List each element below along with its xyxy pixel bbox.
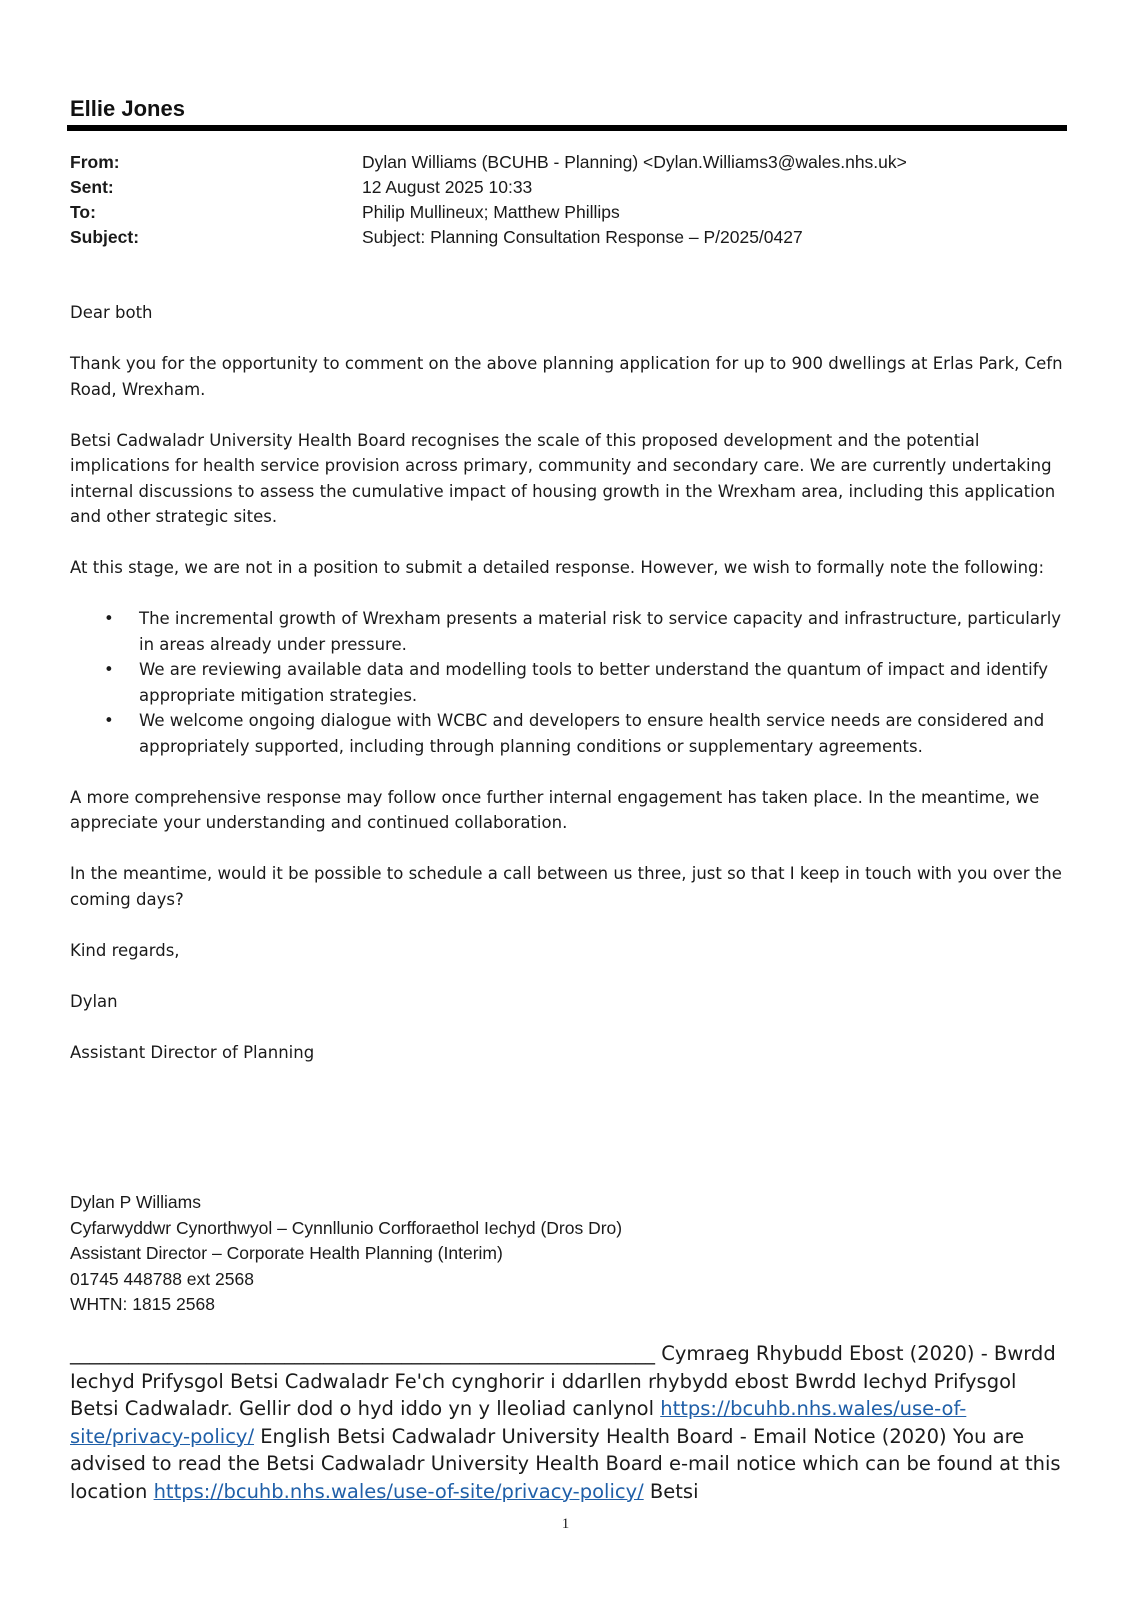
body-paragraph: A more comprehensive response may follow once further internal engagement has taken place. In the meantime, we appreciate your understanding and continued collaboration.: [70, 787, 1040, 832]
sender-first-name: Dylan: [70, 991, 118, 1011]
signature-phone: 01745 448788 ext 2568: [70, 1268, 254, 1289]
signature-block: [70, 1190, 622, 1318]
body-paragraph: Betsi Cadwaladr University Health Board recognises the scale of this proposed development and the potential implications for health service provision across primary, community and secondary care. We are currently undertaking internal discussions to assess the cumulative impact of housing growth in the Wrexham area, including this application and other strategic sites.: [70, 430, 1056, 526]
to-row: [70, 200, 1060, 225]
header-rule: [67, 125, 1067, 131]
subject-value: Subject: Planning Consultation Response – P/2025/0427: [362, 227, 803, 247]
signature-name: Dylan P Williams: [70, 1192, 201, 1212]
bullet-item: • We welcome ongoing dialogue with WCBC and developers to ensure health service needs are considered and appropriately supported, including through planning conditions or supplementary agreements.: [70, 708, 1065, 759]
subject-row: [70, 225, 1060, 250]
from-value: Dylan Williams (BCUHB - Planning) <Dylan.Williams3@wales.nhs.uk>: [362, 152, 907, 172]
signature-welsh-title: Cyfarwyddwr Cynorthwyol – Cynnllunio Corfforaethol Iechyd (Dros Dro): [70, 1217, 623, 1238]
body-paragraph: Thank you for the opportunity to comment on the above planning application for up to 900 dwellings at Erlas Park, Cefn Road, Wrexham.: [70, 354, 1063, 399]
notice-text: Betsi: [643, 1479, 699, 1503]
email-body: [70, 300, 1065, 1091]
email-notice: [70, 1340, 1070, 1505]
notice-text: English Betsi Cadwaladr University Health Board - Email Notice (2020) You are advised to read the Betsi Cadwaladr University Health Board e-mail notice which can be found at this location: [70, 1424, 1061, 1503]
closing: Kind regards,: [70, 940, 180, 960]
sent-value: 12 August 2025 10:33: [362, 177, 533, 197]
page-number: 1: [561, 1516, 570, 1532]
body-paragraph: In the meantime, would it be possible to schedule a call between us three, just so that I keep in touch with you over the coming days?: [70, 864, 1062, 909]
bullet-item: • We are reviewing available data and modelling tools to better understand the quantum of impact and identify appropriate mitigation strategies.: [70, 657, 1065, 708]
body-paragraph: At this stage, we are not in a position to submit a detailed response. However, we wish to formally note the following:: [70, 558, 1045, 577]
from-row: [70, 150, 1060, 175]
notice-text: Cymraeg Rhybudd Ebost (2020) - Bwrdd Iechyd Prifysgol Betsi Cadwaladr Fe'ch cynghorir i ddarllen rhybydd ebost Bwrdd Iechyd Prifysgol Betsi Cadwaladr. Gellir dod o hyd iddo yn y lleoliad canlynol: [70, 1342, 1056, 1420]
to-label: To:: [70, 202, 96, 222]
mailbox-owner-name: Ellie Jones: [70, 96, 185, 121]
sent-label: Sent:: [70, 177, 114, 197]
to-value: Philip Mullineux; Matthew Phillips: [362, 202, 620, 222]
email-header: [70, 150, 1060, 250]
notice-rule: ____________________________________________________________: [70, 1342, 655, 1365]
greeting: Dear both: [70, 303, 153, 322]
bullet-list: [70, 606, 1065, 759]
privacy-policy-link[interactable]: https://bcuhb.nhs.wales/use-of-site/privacy-policy/: [153, 1479, 644, 1503]
from-label: From:: [70, 152, 120, 172]
sent-row: [70, 175, 1060, 200]
signature-whtn: WHTN: 1815 2568: [70, 1294, 215, 1314]
sender-role: Assistant Director of Planning: [70, 1042, 315, 1062]
privacy-policy-link[interactable]: https://bcuhb.nhs.wales/use-of-site/privacy-policy/: [70, 1397, 967, 1448]
subject-label: Subject:: [70, 227, 140, 247]
signature-english-title: Assistant Director – Corporate Health Planning (Interim): [70, 1243, 503, 1263]
bullet-item: • The incremental growth of Wrexham presents a material risk to service capacity and infrastructure, particularly in areas already under pressure.: [70, 606, 1065, 657]
